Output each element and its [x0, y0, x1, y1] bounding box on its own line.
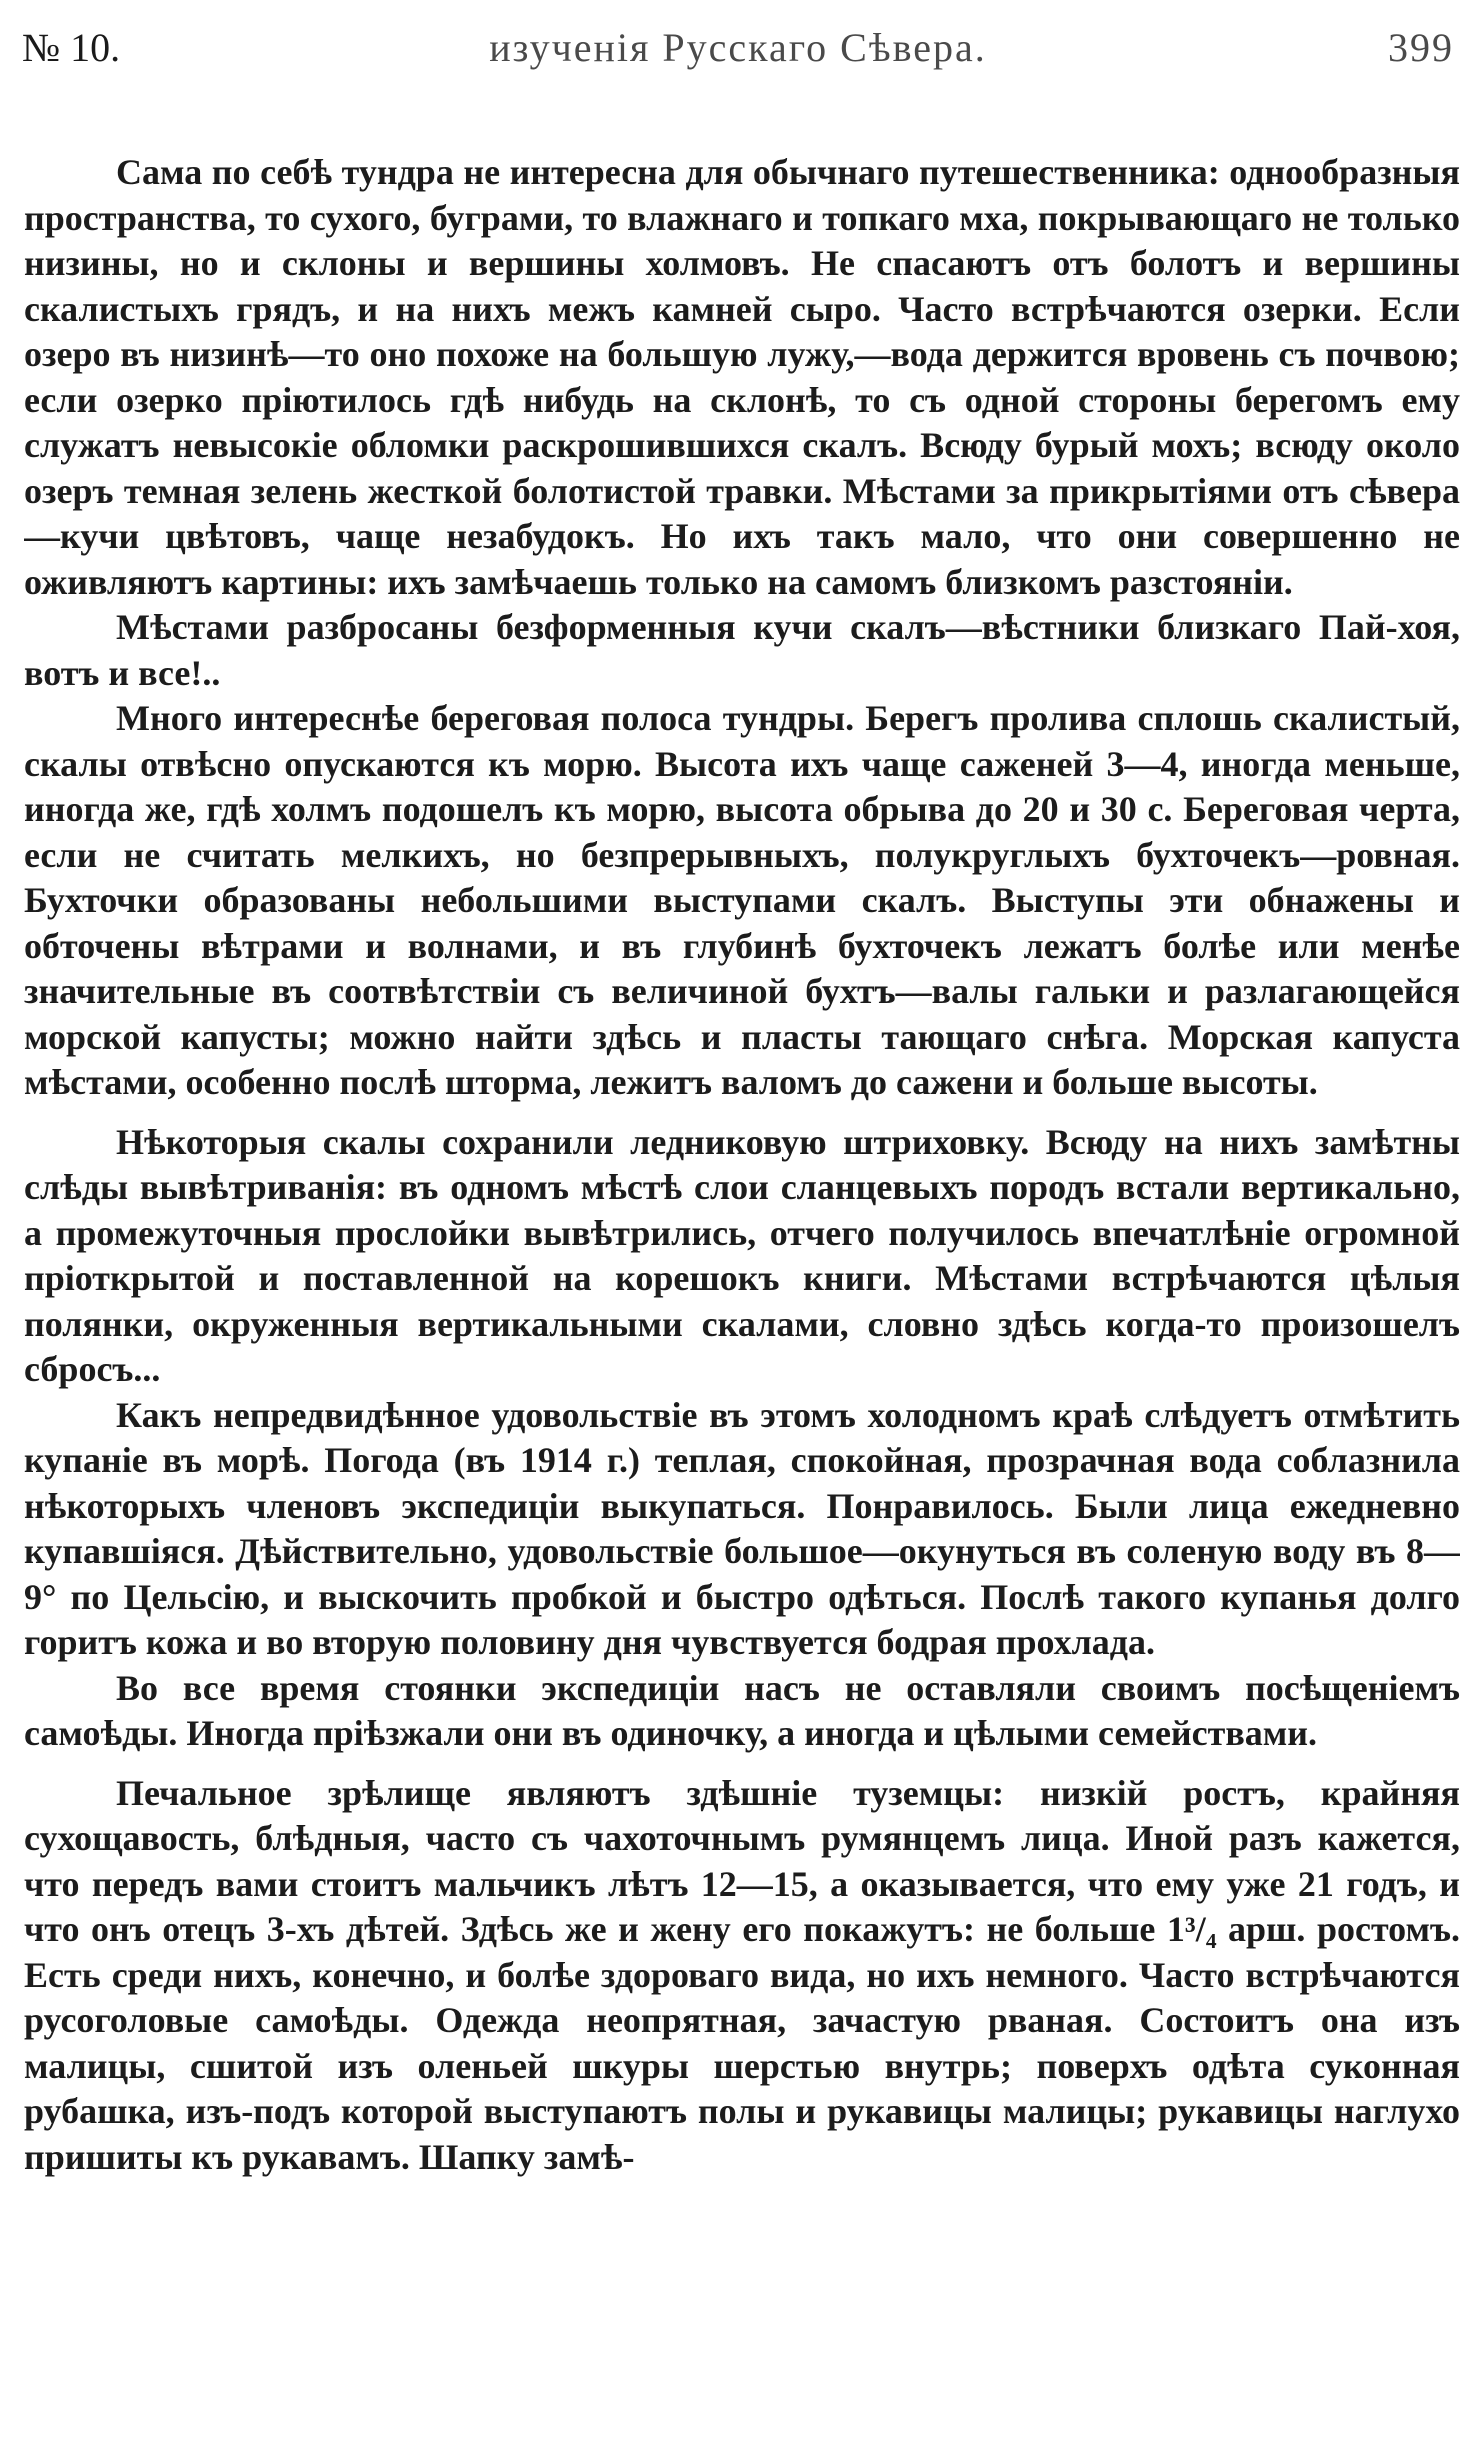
paragraph-coast: Много интереснѣе береговая полоса тундры. Берегъ пролива сплошь скалистый, скалы отвѣсно опускаются къ морю. Высота ихъ чаще саженей 3—4, иногда меньше, иногда же, гдѣ холмъ подошелъ къ морю, высота обрыва до 20 и 30 с. Береговая черта, если не считать мелкихъ, но безпрерывныхъ, полукруглыхъ бухточекъ—ровная. Бухточки образованы небольшими выступами скалъ. Выступы эти обнажены и обточены вѣтрами и волнами, и въ глубинѣ бухточекъ лежатъ болѣе или менѣе значительные въ соотвѣтствіи съ величиной бухтъ—валы гальки и разлагающейся морской капусты; можно найти здѣсь и пласты тающаго снѣга. Морская капуста мѣстами, особенно послѣ шторма, лежитъ валомъ до сажени и больше высоты. — [24, 698, 1460, 1102]
page-number: 399 — [1388, 25, 1454, 70]
paragraph-tundra: Сама по себѣ тундра не интересна для обычнаго путешественника: однообразныя пространства, то сухого, буграми, то влажнаго и топкаго мха, покрывающаго не только низины, но и склоны и вершины холмовъ. Не спасаютъ отъ болотъ и вершины скалистыхъ грядъ, и на нихъ межъ камней сыро. Часто встрѣчаются озерки. Если озеро въ низинѣ—то оно похоже на большую лужу,—вода держится вровень съ почвою; если озерко пріютилось гдѣ нибудь на склонѣ, то съ одной стороны берегомъ ему служатъ невысокіе обломки раскрошившихся скалъ. Всюду бурый мохъ; всюду около озеръ темная зелень жесткой болотистой травки. Мѣстами за прикрытіями отъ сѣвера—кучи цвѣтовъ, чаще незабудокъ. Но ихъ такъ мало, что они совершенно не оживляютъ картины: ихъ замѣчаешь только на самомъ близкомъ разстояніи. — [24, 152, 1460, 602]
paragraph-bathing: Какъ непредвидѣнное удовольствіе въ этомъ холодномъ краѣ слѣдуетъ отмѣтить купаніе въ морѣ. Погода (въ 1914 г.) теплая, спокойная, прозрачная вода соблазнила нѣкоторыхъ членовъ экспедиціи выкупаться. Понравилось. Были лица ежедневно купавшіяся. Дѣйствительно, удовольствіе большое—окунуться въ соленую воду въ 8—9° по Цельсію, и выскочить пробкой и быстро одѣться. Послѣ такого купанья долго горитъ кожа и во вторую половину дня чувствуется бодрая прохлада. — [24, 1394, 1460, 1662]
paragraph-visitors: Во все время стоянки экспедиціи насъ не оставляли своимъ посѣщеніемъ самоѣды. Иногда пріѣзжали они въ одиночку, а иногда и цѣлыми семействами. — [24, 1667, 1460, 1753]
page-header — [22, 20, 1454, 76]
paragraph-rocks: Мѣстами разбросаны безформенныя кучи скалъ—вѣстники близкаго Пай-хоя, вотъ и все!.. — [24, 607, 1460, 693]
issue-number: № 10. — [22, 25, 121, 70]
paragraph-glacial: Нѣкоторыя скалы сохранили ледниковую штриховку. Всюду на нихъ замѣтны слѣды вывѣтриванія: въ одномъ мѣстѣ слои сланцевыхъ породъ встали вертикально, а промежуточныя прослойки вывѣтрились, отчего получилось впечатлѣніе огромной пріоткрытой и поставленной на корешокъ книги. Мѣстами встрѣчаются цѣлыя полянки, окруженныя вертикальными скалами, словно здѣсь когда-то произошелъ сбросъ... — [24, 1121, 1460, 1389]
running-title: изученія Русскаго Сѣвера. — [489, 25, 987, 70]
article-body — [24, 150, 1460, 2440]
paragraph-natives: Печальное зрѣлище являютъ здѣшніе туземцы: низкій ростъ, крайняя сухощавость, блѣдныя, часто съ чахоточнымъ румянцемъ лица. Иной разъ кажется, что передъ вами стоитъ мальчикъ лѣтъ 12—15, а оказывается, что ему уже 21 годъ, и что онъ отецъ 3-хъ дѣтей. Здѣсь же и жену его покажутъ: не больше 1³/₄ арш. ростомъ. Есть среди нихъ, конечно, и болѣе здороваго вида, но ихъ немного. Часто встрѣчаются русоголовые самоѣды. Одежда неопрятная, зачастую рваная. Состоитъ она изъ малицы, сшитой изъ оленьей шкуры шерстью внутрь; поверхъ одѣта суконная рубашка, изъ-подъ которой выступаютъ полы и рукавицы малицы; рукавицы наглухо пришиты къ рукавамъ. Шапку замѣ- — [24, 1772, 1460, 2177]
